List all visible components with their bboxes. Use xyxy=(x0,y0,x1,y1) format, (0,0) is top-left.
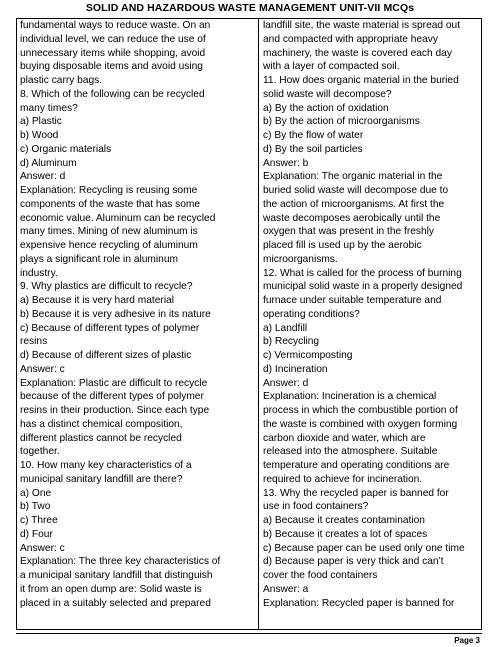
text-line: c) Organic materials xyxy=(20,143,112,155)
text-line: placed in a suitably selected and prepared xyxy=(20,597,211,609)
text-line: and compacted with appropriate heavy xyxy=(263,33,438,45)
text-line: industry. xyxy=(20,267,58,279)
text-line: carbon dioxide and water, which are xyxy=(263,432,426,444)
text-line: plays a significant role in aluminum xyxy=(20,253,178,265)
text-line: c) By the flow of water xyxy=(263,130,364,141)
left-column xyxy=(20,19,256,610)
text-line: many times? xyxy=(20,102,78,114)
text-line: b) Wood xyxy=(20,130,59,141)
text-line: expensive hence recycling of aluminum xyxy=(20,240,198,251)
text-line: machinery, the waste is covered each day xyxy=(263,47,452,59)
text-line: b) Because it creates a lot of spaces xyxy=(263,528,428,540)
text-line: c) Because paper can be used only one time xyxy=(263,542,465,554)
text-line: Answer: b xyxy=(263,157,309,169)
text-line: Explanation: Recycling is reusing some xyxy=(20,185,198,196)
text-line: the action of microorganisms. At first the xyxy=(263,198,445,210)
text-line: fundamental ways to reduce waste. On an xyxy=(20,20,211,31)
text-line: Answer: d xyxy=(263,377,309,389)
footer-rule xyxy=(16,633,482,634)
text-line: d) By the soil particles xyxy=(263,143,363,155)
text-line: d) Because of different sizes of plastic xyxy=(20,350,192,361)
right-column xyxy=(263,19,480,610)
text-line: b) Recycling xyxy=(263,336,320,348)
text-line: components of the waste that has some xyxy=(20,198,201,210)
text-line: buried solid waste will decompose due to xyxy=(263,185,449,196)
text-line: the waste is combined with oxygen forming xyxy=(263,418,458,430)
text-line: a) Because it is very hard material xyxy=(20,295,175,306)
text-line: 11. How does organic material in the buried xyxy=(263,75,459,86)
text-line: Explanation: The organic material in the xyxy=(263,171,443,183)
text-line: placed fill is used up by the aerobic xyxy=(263,240,422,251)
text-line: municipal sanitary landfill are there? xyxy=(20,473,183,485)
text-line: operating conditions? xyxy=(263,308,360,320)
text-line: cover the food containers xyxy=(263,570,378,581)
text-line: 13. Why the recycled paper is banned for xyxy=(263,487,449,499)
text-line: c) Because of different types of polymer xyxy=(20,322,200,334)
text-line: 12. What is called for the process of burning xyxy=(263,267,462,279)
column-divider xyxy=(258,18,259,630)
text-line: Explanation: Plastic are difficult to recycle xyxy=(20,377,208,389)
text-line: b) By the action of microorganisms xyxy=(263,116,420,128)
text-line: c) Three xyxy=(20,515,58,526)
text-line: a) One xyxy=(20,487,52,499)
text-line: landfill site, the waste material is spread out xyxy=(263,20,461,31)
text-line: solid waste will decompose? xyxy=(263,88,392,100)
text-line: b) Because it is very adhesive in its nature xyxy=(20,308,211,320)
text-line: d) Because paper is very thick and can’t xyxy=(263,556,444,568)
text-line: c) Vermicomposting xyxy=(263,350,353,361)
text-line: d) Incineration xyxy=(263,363,328,375)
page-number: Page 3 xyxy=(454,636,480,645)
text-line: Answer: c xyxy=(20,542,65,554)
text-line: a municipal sanitary landfill that distinguish xyxy=(20,570,213,581)
text-line: use in food containers? xyxy=(263,501,369,513)
text-line: waste decomposes aerobically until the xyxy=(263,212,441,224)
text-line: many times. Mining of new aluminum is xyxy=(20,226,198,238)
text-line: d) Aluminum xyxy=(20,157,77,169)
text-line: plastic carry bags. xyxy=(20,75,103,86)
text-line: Answer: a xyxy=(263,583,309,595)
text-line: unnecessary items while shopping, avoid xyxy=(20,47,206,59)
text-line: released into the atmosphere. Suitable xyxy=(263,446,438,458)
text-line: Explanation: The three key characteristics of xyxy=(20,556,221,568)
text-line: furnace under suitable temperature and xyxy=(263,295,442,306)
text-line: Explanation: Incineration is a chemical xyxy=(263,391,437,403)
text-line: a) Plastic xyxy=(20,116,62,128)
text-line: a) By the action of oxidation xyxy=(263,102,389,114)
text-line: d) Four xyxy=(20,528,53,540)
text-line: because of the different types of polymer xyxy=(20,391,204,403)
text-line: has a distinct chemical composition, xyxy=(20,418,183,430)
text-line: together. xyxy=(20,446,60,458)
text-line: oxygen that was present in the freshly xyxy=(263,226,435,238)
text-line: economic value. Aluminum can be recycled xyxy=(20,212,216,224)
text-line: process in which the combustible portion of xyxy=(263,405,458,416)
text-line: resins xyxy=(20,336,48,348)
text-line: 10. How many key characteristics of a xyxy=(20,460,192,471)
text-line: temperature and operating conditions are xyxy=(263,460,450,471)
text-line: a) Because it creates contamination xyxy=(263,515,425,526)
text-line: 8. Which of the following can be recycled xyxy=(20,88,205,100)
text-line: individual level, we can reduce the use of xyxy=(20,33,206,45)
text-line: Explanation: Recycled paper is banned for xyxy=(263,597,455,609)
text-line: resins in their production. Since each type xyxy=(20,405,210,416)
document-header: SOLID AND HAZARDOUS WASTE MANAGEMENT UNIT-VII MCQs xyxy=(85,2,415,14)
text-line: with a layer of compacted soil. xyxy=(263,61,400,73)
text-line: it from an open dump are: Solid waste is xyxy=(20,583,202,595)
text-line: microorganisms. xyxy=(263,253,338,265)
text-line: different plastics cannot be recycled xyxy=(20,432,182,444)
text-line: b) Two xyxy=(20,501,51,513)
text-line: a) Landfill xyxy=(263,322,308,334)
text-line: required to achieve for incineration. xyxy=(263,473,423,485)
text-line: Answer: c xyxy=(20,363,65,375)
text-line: municipal solid waste in a properly designed xyxy=(263,281,463,293)
text-line: buying disposable items and avoid using xyxy=(20,61,203,73)
text-line: 9. Why plastics are difficult to recycle? xyxy=(20,281,193,293)
text-line: Answer: d xyxy=(20,171,66,183)
